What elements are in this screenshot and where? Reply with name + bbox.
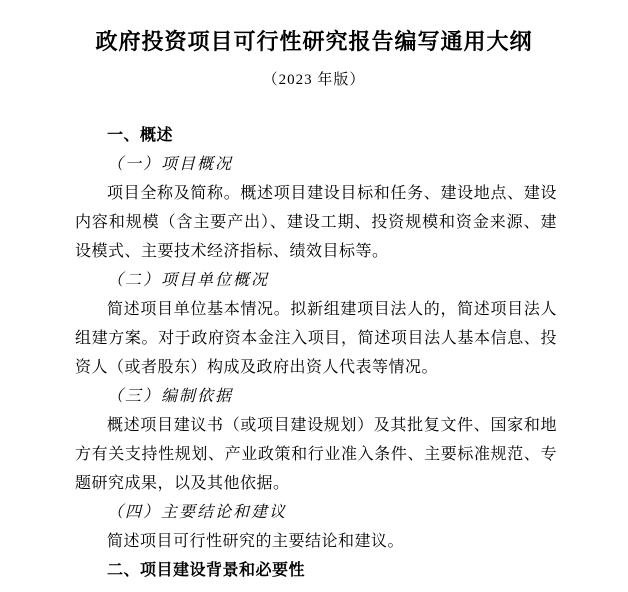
section-heading-overview: 一、概述 bbox=[107, 127, 174, 144]
paragraph-compilation-basis: 概述项目建议书（或项目建设规划）及其批复文件、国家和地方有关支持性规划、产业政策和行业准入条件、主要标准规范、专题研究成果，以及其他依据。 bbox=[75, 417, 557, 492]
document-title: 政府投资项目可行性研究报告编写通用大纲 bbox=[95, 29, 533, 54]
paragraph-project-overview: 项目全称及简称。概述项目建设目标和任务、建设地点、建设内容和规模（含主要产出）、建设工期、投资规模和资金来源、建设模式、主要技术经济指标、绩效目标等。 bbox=[75, 185, 557, 260]
subsection-heading-project-overview: （一）项目概况 bbox=[107, 156, 234, 173]
paragraph-conclusions-suggestions: 简述项目可行性研究的主要结论和建议。 bbox=[107, 533, 405, 550]
section-heading-background-necessity: 二、项目建设背景和必要性 bbox=[107, 562, 306, 579]
document-edition-subtitle: （2023 年版） bbox=[262, 72, 366, 88]
paragraph-project-unit: 简述项目单位基本情况。拟新组建项目法人的，简述项目法人组建方案。对于政府资本金注入项目，简述项目法人基本信息、投资人（或者股东）构成及政府出资人代表等情况。 bbox=[75, 301, 557, 376]
document-body bbox=[75, 121, 557, 585]
subsection-heading-project-unit: （二）项目单位概况 bbox=[107, 272, 270, 289]
subsection-heading-compilation-basis: （三）编制依据 bbox=[107, 388, 234, 405]
subsection-heading-conclusions-suggestions: （四）主要结论和建议 bbox=[107, 504, 288, 521]
